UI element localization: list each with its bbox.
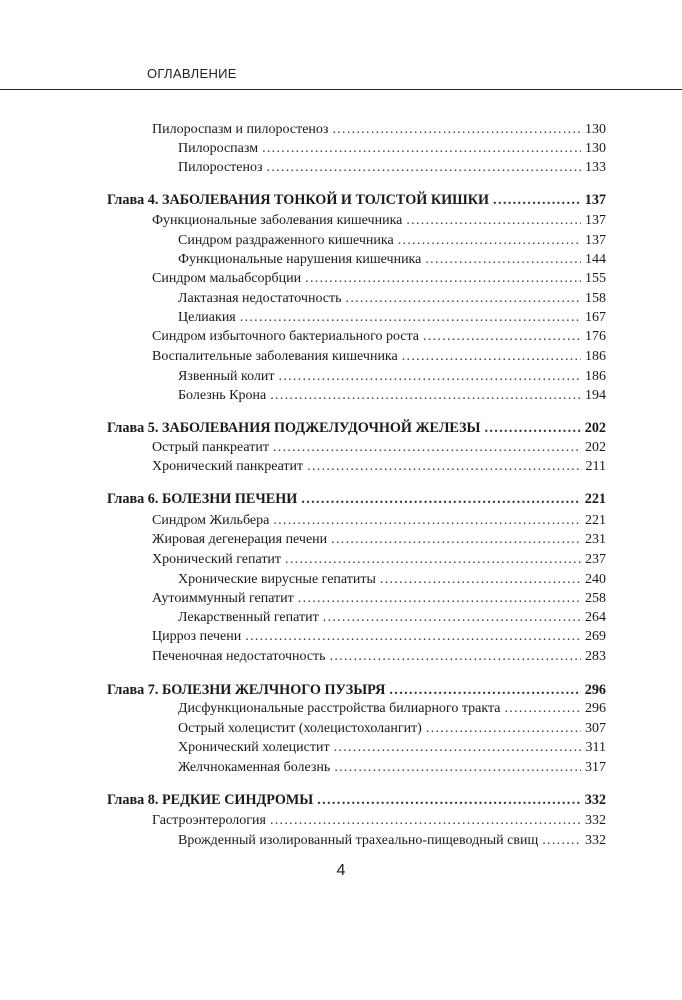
- toc-entry-page: 137: [585, 213, 606, 228]
- toc-entry-title: Аутоиммунный гепатит: [152, 591, 294, 606]
- toc-chapter: [107, 191, 606, 209]
- toc-entry-title: Лактазная недостаточность: [178, 291, 342, 306]
- toc-entry: [178, 609, 606, 627]
- toc-dot-leader: [346, 290, 581, 308]
- toc-dot-leader: [406, 212, 581, 230]
- toc-dot-leader: [334, 759, 581, 777]
- toc-dot-leader: [240, 309, 581, 327]
- toc-dot-leader: [484, 419, 580, 437]
- toc-entry-title: Желчнокаменная болезнь: [178, 760, 331, 775]
- toc-dot-leader: [542, 832, 581, 850]
- toc-entry-title: Острый холецистит (холецистохолангит): [178, 721, 422, 736]
- toc-entry-title: Синдром избыточного бактериального роста: [152, 329, 420, 344]
- toc-entry-title: Цирроз печени: [152, 629, 242, 644]
- toc-entry-page: 258: [585, 591, 606, 606]
- toc-entry-title: Глава 7. БОЛЕЗНИ ЖЕЛЧНОГО ПУЗЫРЯ: [107, 682, 386, 698]
- toc-dot-leader: [273, 512, 581, 530]
- toc-entry: [152, 512, 606, 530]
- toc-entry: [178, 140, 606, 158]
- toc-entry: [152, 121, 606, 139]
- toc-entry-page: 186: [585, 349, 606, 364]
- toc-entry-page: 137: [584, 192, 606, 208]
- toc-entry: [178, 368, 606, 386]
- toc-entry-page: 332: [585, 813, 606, 828]
- toc-entry-page: 240: [585, 572, 606, 587]
- toc-entry-title: Пилороспазм и пилоростеноз: [152, 122, 329, 137]
- toc-chapter: [107, 490, 606, 508]
- toc-entry-page: 221: [584, 491, 606, 507]
- toc-entry-page: 221: [585, 513, 606, 528]
- toc-dot-leader: [267, 159, 581, 177]
- toc-entry-page: 137: [585, 233, 606, 248]
- toc-entry-title: Целиакия: [178, 310, 236, 325]
- toc-entry-title: Лекарственный гепатит: [178, 610, 319, 625]
- toc-entry-title: Глава 8. РЕДКИЕ СИНДРОМЫ: [107, 792, 314, 808]
- toc-entry: [152, 628, 606, 646]
- toc-entry-title: Функциональные заболевания кишечника: [152, 213, 403, 228]
- toc-dot-leader: [285, 551, 581, 569]
- toc-dot-leader: [423, 328, 581, 346]
- toc-entry-page: 176: [585, 329, 606, 344]
- toc-dot-leader: [273, 439, 581, 457]
- toc-entry: [152, 270, 606, 288]
- toc-dot-leader: [279, 368, 582, 386]
- toc-entry: [178, 290, 606, 308]
- toc-entry-page: 311: [585, 740, 606, 755]
- toc-dot-leader: [301, 490, 580, 508]
- toc-dot-leader: [402, 348, 581, 366]
- toc-entry: [152, 648, 606, 666]
- toc-entry: [152, 348, 606, 366]
- toc-entry-title: Синдром мальабсорбции: [152, 271, 302, 286]
- toc-entry-page: 296: [585, 701, 606, 716]
- toc-entry-title: Функциональные нарушения кишечника: [178, 252, 422, 267]
- toc-entry-page: 202: [585, 440, 606, 455]
- toc-dot-leader: [380, 571, 581, 589]
- toc-entry-page: 317: [585, 760, 606, 775]
- toc-entry-title: Воспалительные заболевания кишечника: [152, 349, 398, 364]
- toc-entry-page: 144: [585, 252, 606, 267]
- toc-entry-page: 158: [585, 291, 606, 306]
- toc-entry-page: 264: [585, 610, 606, 625]
- toc-entry-title: Хронический панкреатит: [152, 459, 304, 474]
- toc-entry-page: 332: [584, 792, 606, 808]
- page-number: 4: [336, 862, 346, 879]
- toc-entry: [152, 328, 606, 346]
- toc-dot-leader: [389, 681, 580, 699]
- toc-entry-title: Хронический гепатит: [152, 552, 282, 567]
- toc-entry-title: Врожденный изолированный трахеально-пищеводный свищ: [178, 833, 539, 848]
- toc-entry-page: 133: [585, 160, 606, 175]
- toc-dot-leader: [245, 628, 581, 646]
- toc-dot-leader: [262, 140, 581, 158]
- toc-dot-leader: [426, 720, 581, 738]
- toc-entry-page: 202: [584, 420, 606, 436]
- toc-dot-leader: [330, 648, 581, 666]
- toc-entry-page: 130: [585, 122, 606, 137]
- toc-entry-title: Печеночная недостаточность: [152, 649, 326, 664]
- toc-entry-title: Хронические вирусные гепатиты: [178, 572, 376, 587]
- toc-dot-leader: [504, 700, 581, 718]
- toc-dot-leader: [425, 251, 581, 269]
- toc-entry: [178, 232, 606, 250]
- toc-dot-leader: [331, 531, 581, 549]
- toc-entry-page: 231: [585, 532, 606, 547]
- toc-entry-title: Язвенный колит: [178, 369, 275, 384]
- toc-entry: [178, 387, 606, 405]
- toc-entry-title: Хронический холецистит: [178, 740, 330, 755]
- toc-entry: [152, 212, 606, 230]
- toc-entry-page: 194: [585, 388, 606, 403]
- toc-entry-page: 283: [585, 649, 606, 664]
- toc-entry-page: 237: [585, 552, 606, 567]
- toc-entry: [178, 571, 606, 589]
- toc-entry-page: 155: [585, 271, 606, 286]
- toc-entry: [152, 551, 606, 569]
- toc-entry: [178, 700, 606, 718]
- toc-entry-page: 130: [585, 141, 606, 156]
- toc-entry-title: Острый панкреатит: [152, 440, 269, 455]
- toc-dot-leader: [493, 191, 581, 209]
- toc-dot-leader: [398, 232, 581, 250]
- header-rule: [0, 89, 682, 90]
- toc-entry: [152, 531, 606, 549]
- toc-entry-title: Пилоростеноз: [178, 160, 263, 175]
- toc-entry: [178, 159, 606, 177]
- toc-dot-leader: [323, 609, 581, 627]
- toc-chapter: [107, 791, 606, 809]
- toc-entry-title: Болезнь Крона: [178, 388, 267, 403]
- toc-entry-title: Синдром Жильбера: [152, 513, 270, 528]
- toc-dot-leader: [298, 590, 581, 608]
- toc-entry-page: 269: [585, 629, 606, 644]
- toc-entry: [178, 309, 606, 327]
- running-head-title: ОГЛАВЛЕНИЕ: [147, 66, 237, 81]
- toc-entry: [152, 812, 606, 830]
- toc-entry: [152, 458, 606, 476]
- toc-entry-title: Пилороспазм: [178, 141, 259, 156]
- toc-entry: [152, 439, 606, 457]
- toc-entry: [178, 720, 606, 738]
- toc-entry-title: Глава 6. БОЛЕЗНИ ПЕЧЕНИ: [107, 491, 298, 507]
- toc-entry-page: 332: [585, 833, 606, 848]
- toc-dot-leader: [270, 387, 581, 405]
- toc-dot-leader: [317, 791, 581, 809]
- toc-entry: [178, 759, 606, 777]
- toc-entry-page: 167: [585, 310, 606, 325]
- toc-chapter: [107, 681, 606, 699]
- toc-dot-leader: [305, 270, 581, 288]
- toc-entry-title: Жировая дегенерация печени: [152, 532, 328, 547]
- toc-entry-page: 211: [585, 459, 606, 474]
- toc-entry: [152, 590, 606, 608]
- toc-entry-page: 296: [584, 682, 606, 698]
- toc-chapter: [107, 419, 606, 437]
- toc-entry-page: 186: [585, 369, 606, 384]
- toc-entry: [178, 832, 606, 850]
- toc-entry-title: Гастроэнтерология: [152, 813, 266, 828]
- toc-entry-title: Глава 4. ЗАБОЛЕВАНИЯ ТОНКОЙ И ТОЛСТОЙ КИШКИ: [107, 192, 490, 208]
- toc-entry-title: Дисфункциональные расстройства билиарного тракта: [178, 701, 501, 716]
- toc-entry-title: Глава 5. ЗАБОЛЕВАНИЯ ПОДЖЕЛУДОЧНОЙ ЖЕЛЕЗЫ: [107, 420, 481, 436]
- toc-entry-title: Синдром раздраженного кишечника: [178, 233, 394, 248]
- toc-entry: [178, 739, 606, 757]
- toc-dot-leader: [270, 812, 581, 830]
- toc-entry: [178, 251, 606, 269]
- toc-dot-leader: [332, 121, 581, 139]
- toc-entry-page: 307: [585, 721, 606, 736]
- toc-dot-leader: [334, 739, 582, 757]
- toc-dot-leader: [307, 458, 581, 476]
